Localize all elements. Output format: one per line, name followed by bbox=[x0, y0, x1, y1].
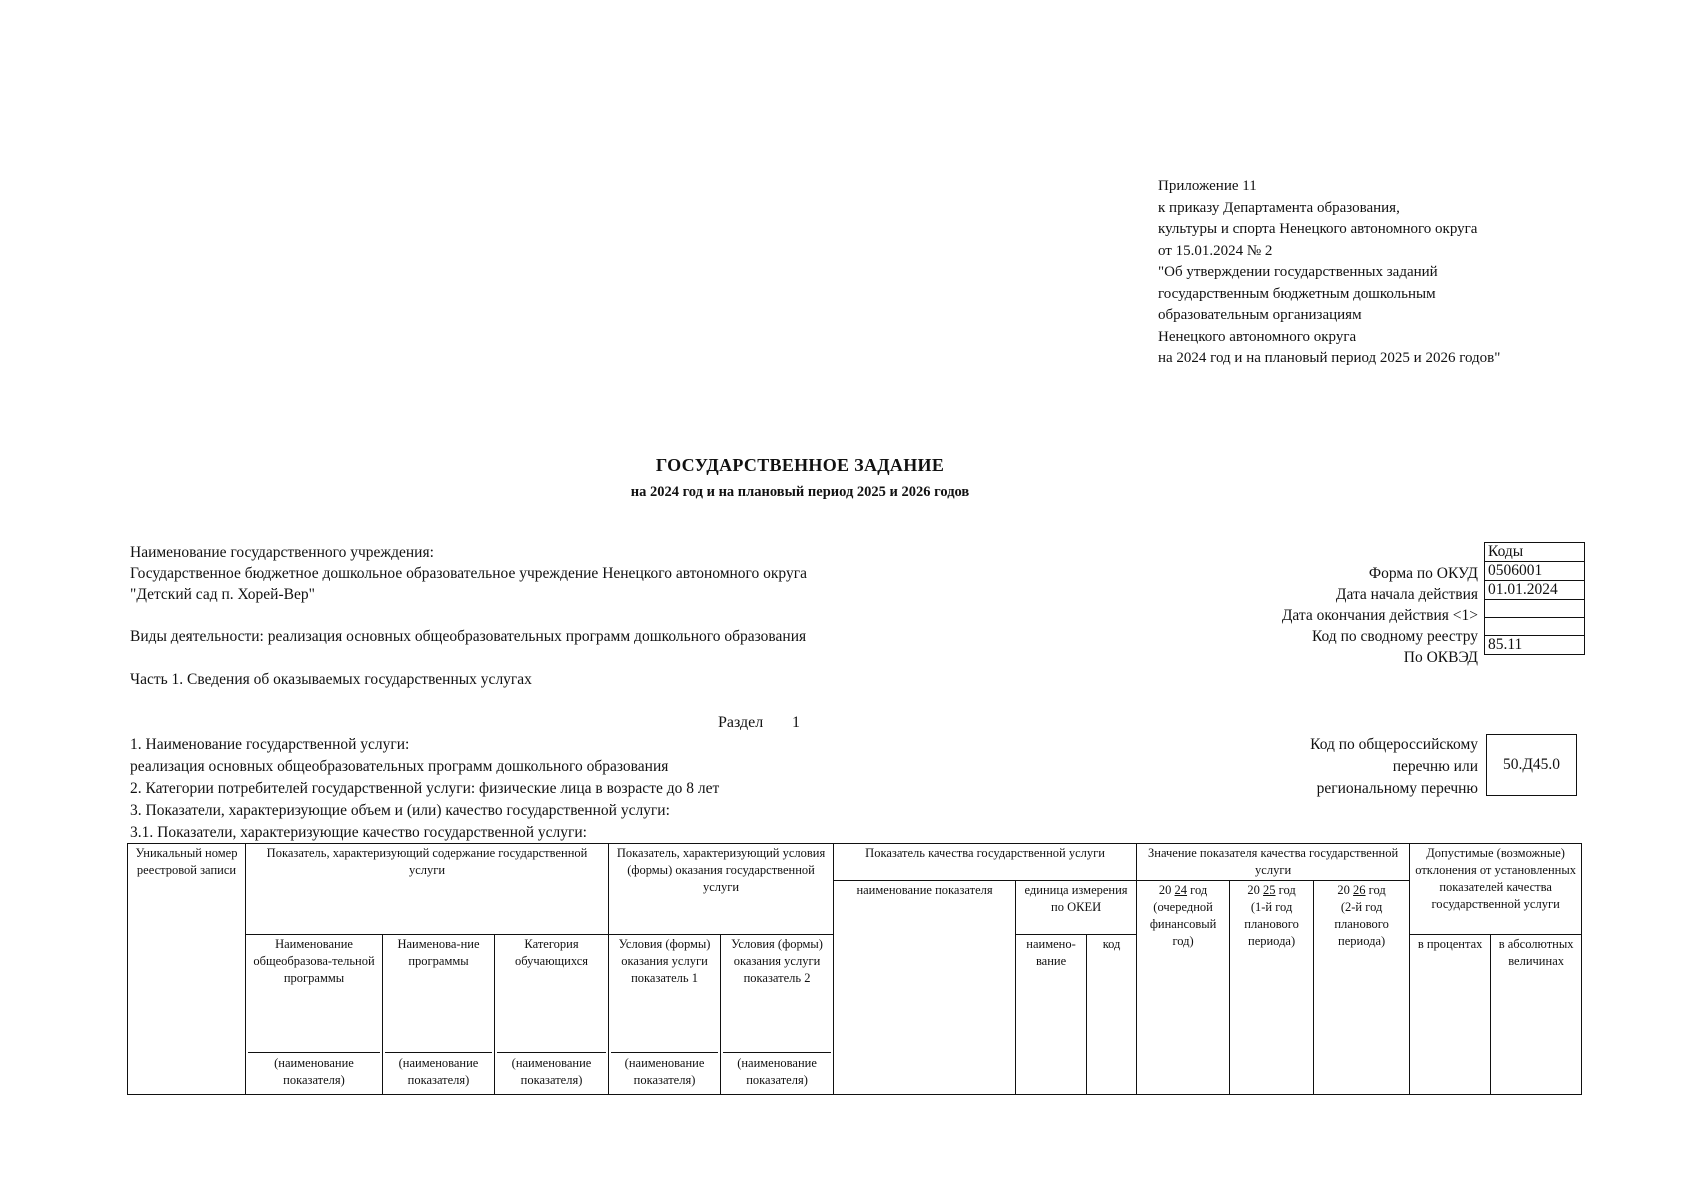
quality-indicators-heading: 3.1. Показатели, характеризующие качество государственной услуги: bbox=[130, 824, 587, 841]
year-1-suffix: год bbox=[1190, 883, 1208, 897]
registry-code-label: Код по сводному реестру bbox=[1311, 628, 1478, 645]
end-date-value bbox=[1485, 600, 1585, 618]
consumer-category: 2. Категории потребителей государственной услуги: физические лица в возрасте до 8 лет bbox=[130, 780, 720, 797]
title-block bbox=[0, 453, 1600, 503]
col-note: (наименование показателя) bbox=[385, 1052, 492, 1089]
appendix-block bbox=[1158, 176, 1598, 370]
col-unit-code: код bbox=[1087, 935, 1137, 1095]
indicators-heading: 3. Показатели, характеризующие объем и (или) качество государственной услуги: bbox=[130, 802, 670, 819]
col-unit-name: наимено-вание bbox=[1016, 935, 1087, 1095]
header-year-3 bbox=[1314, 881, 1410, 1095]
appendix-line: от 15.01.2024 № 2 bbox=[1158, 242, 1273, 259]
col-note: (наименование показателя) bbox=[497, 1052, 606, 1089]
col-deviation-absolute: в абсолютных величинах bbox=[1491, 935, 1582, 1095]
service-code-label-1: Код по общероссийскому bbox=[1310, 736, 1478, 753]
codes-header: Коды bbox=[1485, 543, 1585, 562]
header-unit: единица измерения по ОКЕИ bbox=[1016, 881, 1137, 935]
okud-value: 0506001 bbox=[1485, 562, 1585, 581]
codes-table bbox=[1484, 542, 1585, 655]
document-subtitle: на 2024 год и на плановый период 2025 и 2026 годов bbox=[630, 484, 970, 500]
institution-label: Наименование государственного учреждения: bbox=[130, 544, 434, 561]
quality-indicators-table bbox=[127, 843, 1582, 1095]
header-deviation: Допустимые (возможные) отклонения от установленных показателей качества государственной услуги bbox=[1410, 844, 1582, 935]
header-indicator-value: Значение показателя качества государственной услуги bbox=[1137, 844, 1410, 881]
section-label: Раздел bbox=[718, 714, 764, 731]
col-condition-2 bbox=[721, 935, 834, 1095]
year-3-value: 26 bbox=[1353, 883, 1366, 897]
col-condition-2-label: Условия (формы) оказания услуги показатель 2 bbox=[731, 937, 823, 985]
col-program-name bbox=[246, 935, 383, 1095]
header-year-2 bbox=[1230, 881, 1314, 1095]
institution-name-2: "Детский сад п. Хорей-Вер" bbox=[130, 586, 315, 603]
end-date-label: Дата окончания действия <1> bbox=[1281, 607, 1478, 624]
year-2-prefix: 20 bbox=[1247, 883, 1260, 897]
service-name-label: 1. Наименование государственной услуги: bbox=[130, 736, 410, 753]
header-content: Показатель, характеризующий содержание государственной услуги bbox=[246, 844, 609, 935]
document-title: ГОСУДАРСТВЕННОЕ ЗАДАНИЕ bbox=[655, 455, 945, 475]
col-condition-1 bbox=[609, 935, 721, 1095]
col-program bbox=[383, 935, 495, 1095]
year-2-note: (1-й год планового периода) bbox=[1244, 900, 1299, 948]
appendix-line: Приложение 11 bbox=[1158, 178, 1257, 194]
service-code-value: 50.Д45.0 bbox=[1486, 734, 1577, 796]
year-2-suffix: год bbox=[1278, 883, 1296, 897]
institution-name: Государственное бюджетное дошкольное образовательное учреждение Ненецкого автономного округа bbox=[130, 565, 807, 582]
year-3-note: (2-й год планового периода) bbox=[1334, 900, 1389, 948]
service-code-label-3: региональному перечню bbox=[1316, 780, 1478, 797]
year-1-note: (очередной финансовый год) bbox=[1149, 900, 1217, 948]
year-1-prefix: 20 bbox=[1158, 883, 1172, 897]
section-number: 1 bbox=[792, 714, 800, 731]
appendix-line: государственным бюджетным дошкольным bbox=[1158, 285, 1436, 302]
header-unique-number: Уникальный номер реестровой записи bbox=[128, 844, 246, 1095]
col-category bbox=[495, 935, 609, 1095]
appendix-line: "Об утверждении государственных заданий bbox=[1158, 264, 1438, 280]
appendix-line: культуры и спорта Ненецкого автономного округа bbox=[1158, 221, 1478, 237]
year-3-prefix: 20 bbox=[1337, 883, 1350, 897]
header-indicator-name: наименование показателя bbox=[834, 881, 1016, 1095]
col-program-name-label: Наименование общеобразова-тельной программы bbox=[253, 937, 375, 985]
year-2-value: 25 bbox=[1263, 883, 1276, 897]
year-1-value: 24 bbox=[1174, 883, 1188, 897]
col-program-label: Наименова-ние программы bbox=[397, 937, 480, 968]
start-date-value: 01.01.2024 bbox=[1485, 581, 1585, 600]
appendix-line: к приказу Департамента образования, bbox=[1158, 199, 1400, 216]
col-note: (наименование показателя) bbox=[611, 1052, 718, 1089]
header-conditions: Показатель, характеризующий условия (формы) оказания государственной услуги bbox=[609, 844, 834, 935]
appendix-line: образовательным организациям bbox=[1158, 307, 1362, 323]
year-3-suffix: год bbox=[1368, 883, 1386, 897]
col-note: (наименование показателя) bbox=[248, 1052, 380, 1089]
activity-line: Виды деятельности: реализация основных общеобразовательных программ дошкольного образования bbox=[130, 628, 807, 645]
col-deviation-percent: в процентах bbox=[1410, 935, 1491, 1095]
header-quality-indicator: Показатель качества государственной услуги bbox=[834, 844, 1137, 881]
registry-code-value bbox=[1485, 618, 1585, 636]
okved-label: По ОКВЭД bbox=[1403, 649, 1478, 666]
col-condition-1-label: Условия (формы) оказания услуги показатель 1 bbox=[618, 937, 711, 985]
col-category-label: Категория обучающихся bbox=[514, 937, 589, 968]
service-name: реализация основных общеобразовательных программ дошкольного образования bbox=[130, 758, 669, 775]
header-year-1 bbox=[1137, 881, 1230, 1095]
okved-value: 85.11 bbox=[1485, 636, 1585, 655]
part-heading: Часть 1. Сведения об оказываемых государственных услугах bbox=[130, 671, 532, 688]
appendix-line: на 2024 год и на плановый период 2025 и 2026 годов" bbox=[1158, 350, 1501, 366]
okud-label: Форма по ОКУД bbox=[1368, 565, 1478, 582]
col-note: (наименование показателя) bbox=[723, 1052, 831, 1089]
start-date-label: Дата начала действия bbox=[1335, 586, 1478, 603]
service-code-label-2: перечню или bbox=[1392, 758, 1478, 775]
appendix-line: Ненецкого автономного округа bbox=[1158, 328, 1357, 345]
